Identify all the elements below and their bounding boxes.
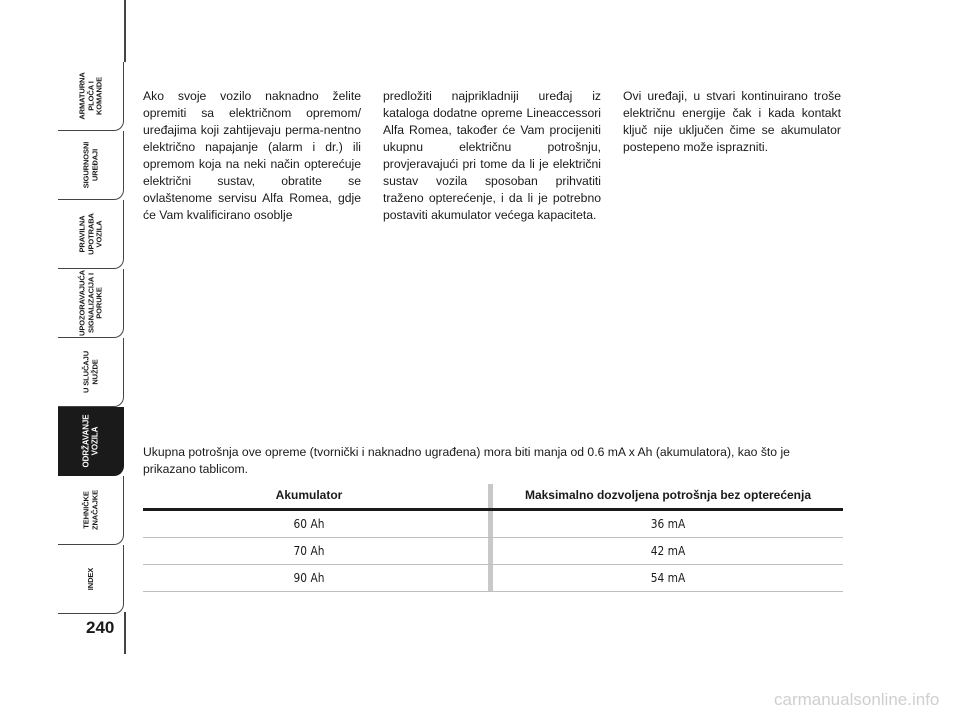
table-row [143,565,843,592]
battery-capacity: 60 Ah [293,516,325,531]
page-number: 240 [86,618,115,637]
battery-consumption-table [143,486,843,592]
tab-pravilna-upotraba[interactable] [58,200,124,269]
tab-label: ODRŽAVANJE VOZILA [81,414,99,468]
tab-tehnicke-znacajke[interactable] [58,476,124,545]
tab-label: PRAVILNA UPOTRABA VOZILA [76,213,103,255]
text-column-2: predložiti najprikladniji uređaj iz kataloga dodatne opreme Lineaccessori Alfa Romea, također će Vam procijeniti ukupnu električnu potrošnju, provjeravajući pri tome da li je električni sustav vozila sposoban prihvatiti traženo opterećenje, i da li je potrebno postaviti akumulator većega kapaciteta. [383,89,601,222]
max-consumption: 36 mA [650,516,686,531]
tab-label: SIGURNOSNI UREĐAJI [81,141,99,189]
sidebar-rule-bottom [124,612,126,654]
tab-index[interactable] [58,545,124,614]
battery-capacity: 90 Ah [293,570,325,585]
tab-odrzavanje-vozila[interactable] [58,407,124,476]
table-row [143,511,843,538]
battery-capacity: 70 Ah [293,543,325,558]
header-akumulator: Akumulator [275,488,343,502]
tab-label: INDEX [85,567,95,591]
table-row [143,538,843,565]
max-consumption: 42 mA [650,543,686,558]
tab-label: UPOZORAVAJUĆA SIGNALIZACIJA I PORUKE [76,270,103,336]
tab-label: ARMATURNA PLOČA I KOMANDE [76,72,103,120]
tab-sigurnosni-uredaji[interactable] [58,131,124,200]
consumption-intro: Ukupna potrošnja ove opreme (tvornički i naknadno ugrađena) mora biti manja od 0.6 mA x Ah (akumulatora), kao što je prikazano tablicom. [143,445,790,476]
sidebar-rule-top [124,0,126,62]
tab-upozoravajuca-signalizacija[interactable] [58,269,124,338]
text-column-3: Ovi uređaji, u stvari kontinuirano troše električnu energije čak i kada kontakt ključ nije uključen čime se akumulator postepeno može isprazniti. [623,89,841,154]
tab-u-slucaju-nuzde[interactable] [58,338,124,407]
tab-label: TEHNIČKE ZNAČAJKE [81,489,99,531]
watermark: carmanualsonline.info [774,690,940,709]
table-header-row [143,486,843,511]
tab-armaturna-ploca[interactable] [58,62,124,131]
max-consumption: 54 mA [650,570,686,585]
tab-label: U SLUČAJU NUŽDE [81,350,99,394]
text-column-1: Ako svoje vozilo naknadno želite opremiti sa električnom opremom/ uređajima koji zahtijevaju perma-nentno električno napajanje (alarm i dr.) ili opremom koja na neki način opterećuje električni sustav, obratite se ovlaštenome servisu Alfa Romea, gdje će Vam kvalificirano osoblje [143,89,361,222]
header-max-consumption: Maksimalno dozvoljena potrošnja bez opterećenja [524,488,812,502]
